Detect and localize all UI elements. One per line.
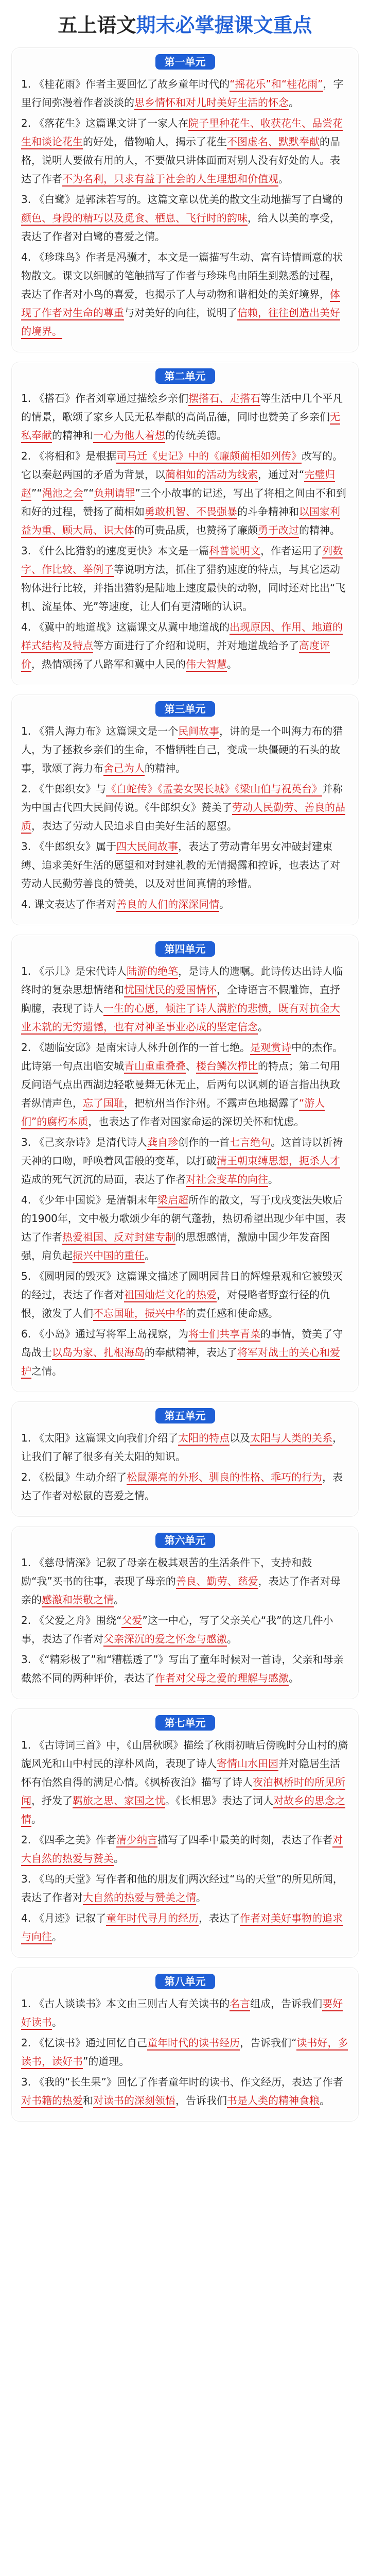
highlight-text: 对书籍的热爱: [21, 2094, 83, 2108]
body-text: ，把杭州当作汴州。不露声色地揭露了: [124, 1097, 299, 1109]
lesson-item: [21, 1191, 349, 1265]
lesson-item: [21, 447, 349, 539]
highlight-text: 负荆请罪: [94, 487, 135, 501]
item-number: 3.: [21, 193, 31, 206]
body-text: 和: [83, 2094, 93, 2107]
body-text: 《冀中的地道战》这篇课文从冀中地道战的: [34, 621, 230, 633]
lesson-item: [21, 541, 349, 616]
body-text: 的责任感和使命感。: [186, 1307, 278, 1319]
item-number: 4.: [21, 621, 31, 633]
body-text: 《将相和》是根据: [34, 450, 117, 462]
highlight-text: 列数字、作比较、举例子: [21, 545, 343, 577]
body-text: ，表达了作者对松鼠的喜爱之情。: [21, 1471, 343, 1502]
unit-header: [21, 1408, 349, 1423]
item-number: 1.: [21, 1997, 31, 2010]
lesson-item: [21, 248, 349, 341]
highlight-text: 一生的心愿，倾注了诗人满腔的悲愤，既有对抗金大业未就的无穷遗憾，也有对神圣事业必成的坚定信念: [21, 1002, 340, 1035]
lesson-item: [21, 1909, 349, 1946]
body-text: 描写了四季中最美的时刻，表达了作者: [157, 1834, 333, 1846]
body-text: 。: [320, 2094, 330, 2107]
highlight-text: 善良的人们的深深同情: [116, 898, 219, 912]
lesson-item: [21, 1429, 349, 1466]
highlight-text: 松鼠漂亮的外形、驯良的性格、乖巧的行为: [127, 1471, 322, 1485]
highlight-text: 太阳的特点: [178, 1432, 230, 1446]
lesson-item: [21, 1650, 349, 1687]
highlight-text: 读书好，多读书，读好书: [21, 2037, 348, 2069]
item-number: 4.: [21, 251, 31, 263]
unit-header: [21, 54, 349, 70]
item-number: 4.: [21, 1194, 31, 1206]
body-text: 《古诗词三首》中，《山居秋暝》描绘了秋雨初晴后傍晚时分山村的旖旎风光和山中村民的淳朴风尚，表现了诗人: [21, 1739, 348, 1770]
page-title: [0, 0, 370, 47]
highlight-text: 以岛为家、扎根海岛: [52, 1346, 145, 1360]
body-text: 的精神和: [52, 429, 93, 442]
lesson-item: [21, 1133, 349, 1189]
unit-label: 第三单元: [155, 701, 215, 717]
highlight-text: 劳动人民勤劳、善良的品质: [21, 801, 345, 834]
body-text: ，表达了作者对母亲的: [21, 1575, 341, 1606]
body-text: 等方面进行了介绍和说明，并对地道战给予了: [93, 639, 299, 652]
body-text: ，抒发了: [31, 1794, 73, 1807]
unit-section: [11, 1967, 359, 2122]
highlight-text: 父亲深沉的爱之怀念与感激: [103, 1633, 227, 1647]
lesson-item: [21, 1267, 349, 1323]
body-text: 等生活中几个平凡的情景，歌颂了家乡人民无私奉献的高尚品德，同时也赞美了乡亲们: [21, 392, 343, 423]
body-text: 《什么比猎豹的速度更快》本文是一篇: [34, 545, 209, 557]
body-text: 《父爱之舟》围绕“: [34, 1614, 122, 1626]
lesson-item: [21, 1038, 349, 1131]
body-text: 《我的“长生果”》回忆了作者童年时的读书、作文经历，表达了作者: [34, 2076, 343, 2088]
highlight-text: 祖国灿烂文化的热爱: [124, 1289, 217, 1302]
highlight-text: 寄情山水田园: [217, 1757, 278, 1771]
item-number: 3.: [21, 545, 31, 557]
highlight-text: 对大自然的热爱与赞美: [21, 1834, 343, 1866]
body-text: ，告诉我们“: [240, 2037, 297, 2049]
body-text: 改写的。它以秦赵两国的矛盾为背景，以: [21, 450, 343, 481]
highlight-text: 出现原因、作用、地道的样式结构及特点: [21, 621, 343, 653]
lesson-item: [21, 618, 349, 673]
lesson-item: [21, 1325, 349, 1380]
unit-label: 第一单元: [155, 54, 215, 70]
body-text: 《圆明园的毁灭》这篇课文描述了圆明园昔日的辉煌景观和它被毁灭的经过，表达了作者对: [21, 1270, 343, 1301]
highlight-text: 对社会变革的向往: [186, 1173, 268, 1187]
title-accent: 期末必掌握课文重点: [136, 14, 312, 37]
item-number: 3.: [21, 2076, 31, 2088]
unit-section: [11, 1708, 359, 1958]
body-text: 《松鼠》生动介绍了: [34, 1471, 127, 1483]
highlight-text: 楼台鳞次栉比: [196, 1060, 258, 1074]
body-text: 的精神。: [145, 762, 186, 774]
title-main: 五上语文: [58, 14, 136, 37]
item-number: 2.: [21, 1834, 31, 1846]
highlight-text: 善良、勤劳、慈爱: [176, 1575, 258, 1589]
unit-header: [21, 941, 349, 957]
body-text: 《月迹》记叙了: [34, 1912, 107, 1924]
body-text: 《珍珠鸟》作者是冯骥才，本文是一篇描写生动、富有诗情画意的状物散文。课文以细腻的笔触描写了作者与珍珠鸟由陌生到熟悉的过程，表达了作者对小鸟的喜爱，也揭示了人与动物和谐相处的美好境界，: [21, 251, 343, 300]
item-number: 1.: [21, 1432, 31, 1444]
body-text: ，对侵略者野蛮行径的仇恨，激发了人们: [21, 1289, 330, 1319]
item-number: 4.: [21, 1912, 31, 1924]
highlight-text: 不图虚名、默默奉献: [227, 135, 320, 149]
body-text: 《牛郎织女》属于: [34, 840, 117, 853]
body-text: 的事情，赞美了守岛战士: [21, 1328, 343, 1359]
unit-section: [11, 47, 359, 352]
highlight-text: 清王朝束缚思想，扼杀人才: [217, 1155, 340, 1168]
body-text: 《四季之美》作者: [34, 1834, 117, 1846]
item-number: 3.: [21, 1653, 31, 1666]
body-text: 所作的散文，写于戊戌变法失败后的1900年，文中极力歌颂少年的朝气蓬勃，热切希望出现少年中国，表达了作者: [21, 1194, 346, 1243]
highlight-text: 童年时代寻月的经历: [106, 1912, 199, 1926]
highlight-text: 作者对父母之爱的理解与感激: [155, 1672, 289, 1686]
highlight-text: 伟大智慧: [186, 658, 227, 672]
highlight-text: 无私奉献: [21, 411, 340, 443]
body-text: 《古人谈读书》本文由三则古人有关读书的: [34, 1997, 230, 2010]
body-text: 。这首诗以祈祷天神的口吻，呼唤着风雷般的变革，以打破: [21, 1136, 343, 1167]
lesson-item: [21, 722, 349, 777]
unit-header: [21, 368, 349, 384]
highlight-text: 书是人类的精神食粮: [227, 2094, 320, 2108]
body-text: 《白鹭》是郭沫若写的。这篇文章以优美的散文生动地描写了白鹭的: [34, 193, 343, 206]
highlight-text: 梁启超: [157, 1194, 188, 1208]
unit-header: [21, 701, 349, 717]
body-text: ”这一中心，写了父亲关心“我”的这几件小事，表达了作者对: [21, 1614, 333, 1645]
body-text: 《牛郎织女》与: [34, 783, 107, 795]
highlight-text: 蔺相如的活动为线索: [165, 468, 258, 482]
highlight-text: 太阳与人类的关系: [250, 1432, 332, 1446]
body-text: ，给人以美的享受，表达了作者对白鹭的喜爱之情。: [21, 212, 340, 243]
highlight-text: 将士们共享青菜: [188, 1328, 260, 1342]
highlight-text: 信赖，往往创造出美好的境界。: [21, 307, 340, 339]
highlight-text: 振兴中国的重任: [73, 1249, 145, 1263]
unit-header: [21, 1715, 349, 1731]
body-text: 《猎人海力布》这篇课文是一个: [34, 725, 179, 737]
body-text: 《己亥杂诗》是清代诗人: [34, 1136, 148, 1148]
highlight-text: 完璧归赵: [21, 468, 335, 501]
unit-section: [11, 935, 359, 1392]
item-number: 1.: [21, 392, 31, 404]
body-text: 《太阳》这篇课文向我们介绍了: [34, 1432, 179, 1444]
item-number: 3.: [21, 840, 31, 853]
lesson-item: [21, 1994, 349, 2031]
lesson-item: [21, 2073, 349, 2110]
item-number: 6.: [21, 1328, 31, 1340]
unit-label: 第四单元: [155, 941, 215, 957]
unit-section: [11, 1401, 359, 1517]
unit-label: 第七单元: [155, 1715, 215, 1731]
item-number: 2.: [21, 783, 31, 795]
lesson-item: [21, 114, 349, 188]
body-text: ，热情颂扬了八路军和冀中人民的: [31, 658, 186, 670]
item-number: 2.: [21, 117, 31, 129]
unit-label: 第五单元: [155, 1408, 215, 1423]
highlight-text: 舍己为人: [103, 762, 145, 776]
body-text: 。: [227, 1633, 237, 1645]
body-text: ，是诗人的遗嘱。此诗传达出诗人临终时的复杂思想情绪和: [21, 965, 343, 996]
body-text: 《搭石》作者刘章通过描绘乡亲们: [34, 392, 189, 404]
body-text: 。《长相思》表达了词人: [165, 1794, 273, 1807]
highlight-text: 高度评价: [21, 639, 330, 672]
body-text: 《忆读书》通过回忆自己: [34, 2037, 148, 2049]
highlight-text: 羁旅之思、家国之忧: [73, 1794, 165, 1808]
unit-label: 第八单元: [155, 1974, 215, 1989]
body-text: 的品格，说明人要做有用的人，不要做只讲体面而对别人没有好处的人。表达了作者: [21, 135, 340, 185]
lesson-item: [21, 1870, 349, 1907]
unit-label: 第二单元: [155, 368, 215, 384]
highlight-text: 勇敢机智、不畏强暴: [145, 505, 237, 519]
item-number: 3.: [21, 1136, 31, 1148]
item-number: 2.: [21, 1614, 31, 1626]
highlight-text: 热爱祖国、反对封建专制: [62, 1231, 175, 1245]
body-text: 创作的一首: [178, 1136, 230, 1148]
highlight-text: 大自然的热爱与赞美之情: [83, 1891, 196, 1905]
lesson-item: [21, 837, 349, 893]
highlight-text: 感激和崇敬之情: [42, 1594, 114, 1607]
lesson-item: [21, 962, 349, 1036]
body-text: 组成，告诉我们: [250, 1997, 323, 2010]
item-number: 4.: [21, 898, 31, 910]
body-text: ”的道理。: [83, 2055, 130, 2067]
lesson-item: [21, 190, 349, 246]
body-text: 以及: [230, 1432, 251, 1444]
lesson-item: [21, 1553, 349, 1609]
item-number: 2.: [21, 1471, 31, 1483]
body-text: 之情。: [31, 1365, 62, 1377]
body-text: 。: [196, 1891, 206, 1904]
highlight-text: 忘了国耻: [83, 1097, 124, 1111]
body-text: 。: [268, 1173, 278, 1185]
body-text: ”三个小故事的记述，写出了将相之间由不和到和好的过程，赞扬了蔺相如: [21, 487, 346, 518]
highlight-text: 龚自珍: [147, 1136, 178, 1150]
highlight-text: 不为名利，只求有益于社会的人生理想和价值观: [62, 173, 278, 187]
highlight-text: 对故乡的思念之情: [21, 1794, 345, 1827]
highlight-text: 颜色、身段的精巧以及觅食、栖息、飞行时的韵味: [21, 212, 248, 226]
body-text: 的好处，借物喻人，揭示了花生: [83, 135, 227, 148]
body-text: 的思想感情，激励中国少年发奋图强，肩负起: [21, 1231, 330, 1262]
body-text: 《桂花雨》作者主要回忆了故乡童年时代的: [34, 78, 230, 90]
lesson-item: [21, 389, 349, 445]
highlight-text: 民间故事: [178, 725, 219, 739]
unit-section: [11, 1526, 359, 1699]
highlight-text: 司马迁《史记》中的《廉颇蔺相如列传》: [116, 450, 302, 464]
highlight-text: 思乡情怀和对儿时美好生活的怀念: [134, 96, 289, 110]
highlight-text: 摆搭石、走搭石: [188, 392, 260, 406]
body-text: 。: [289, 96, 299, 109]
highlight-text: 青山重重叠叠: [124, 1060, 186, 1074]
body-text: ，告诉我们: [175, 2094, 227, 2107]
body-text: 课文表达了作者对: [34, 898, 117, 910]
highlight-text: 勇于改过: [258, 524, 299, 538]
item-number: 1.: [21, 965, 31, 977]
body-text: 。: [145, 1249, 155, 1262]
body-text: 、: [186, 1060, 196, 1072]
highlight-text: 体现了作者对生命的尊重: [21, 288, 340, 320]
body-text: 。: [52, 2016, 62, 2028]
body-text: ”“: [31, 487, 42, 499]
item-number: 3.: [21, 1873, 31, 1885]
unit-header: [21, 1533, 349, 1548]
body-text: ，作者运用了: [260, 545, 323, 557]
lesson-item: [21, 895, 349, 913]
highlight-text: 名言: [230, 1997, 250, 2011]
body-text: 《小岛》通过写将军上岛视察，为: [34, 1328, 189, 1340]
body-text: 。: [278, 173, 289, 185]
unit-section: [11, 362, 359, 685]
body-text: 《鸟的天堂》写作者和他的朋友们两次经过“鸟的天堂”的所见所闻，表达了作者对: [21, 1873, 343, 1904]
body-text: ，表达了劳动青年男女冲破封建束缚、追求美好生活的愿望和对封建礼教的无情揭露和控诉，也表达了对劳动人民勤劳善良的赞美，以及对世间真情的珍惜。: [21, 840, 340, 890]
body-text: ，表达了: [199, 1912, 240, 1924]
body-text: 的精神。: [299, 524, 340, 536]
body-text: 《“精彩极了”和“糟糕透了”》写出了童年时候对一首诗，父亲和母亲截然不同的两种评价，表达了: [21, 1653, 344, 1684]
units-container: [0, 47, 370, 2122]
body-text: 。: [114, 1852, 124, 1865]
body-text: 。: [114, 1594, 124, 1606]
body-text: 。: [289, 1672, 299, 1684]
lesson-item: [21, 1611, 349, 1648]
lesson-item: [21, 1831, 349, 1868]
body-text: 造成的死气沉沉的局面，表达了作者: [21, 1173, 186, 1185]
body-text: 的传统美德。: [165, 429, 227, 442]
unit-section: [11, 694, 359, 925]
item-number: 1.: [21, 725, 31, 737]
highlight-text: 作者对美好事物的追求与向往: [21, 1912, 343, 1944]
item-number: 1.: [21, 1556, 31, 1569]
highlight-text: 忧国忧民的爱国情怀: [124, 984, 217, 997]
lesson-item: [21, 1468, 349, 1505]
highlight-text: 一心为他人着想: [93, 429, 165, 443]
highlight-text: 渑池之会: [42, 487, 83, 501]
body-text: 的斗争精神和: [237, 505, 299, 518]
item-number: 2.: [21, 1041, 31, 1054]
unit-header: [21, 1974, 349, 1989]
highlight-text: 夜泊枫桥时的所见所闻: [21, 1776, 345, 1808]
body-text: 的可贵品质，也赞扬了廉颇: [134, 524, 258, 536]
body-text: 并称为中国古代四大民间传说。《牛郎织女》赞美了: [21, 783, 343, 814]
body-text: 与对美好的向往，说明了: [124, 307, 237, 319]
highlight-text: 四大民间故事: [116, 840, 178, 854]
highlight-text: 陆游的绝笔: [127, 965, 178, 979]
highlight-text: “游人们”的腐朽本质: [21, 1097, 325, 1129]
highlight-text: 要好好读书: [21, 1997, 343, 2030]
body-text: 中的杰作。此诗第一句点出临安城: [21, 1041, 343, 1072]
body-text: 并对隐居生活怀有怡然自得的满足心情。《枫桥夜泊》描写了诗人: [21, 1757, 340, 1788]
body-text: 。: [31, 1813, 42, 1825]
highlight-text: 对读书的深刻领悟: [93, 2094, 175, 2108]
body-text: ”“: [83, 487, 94, 499]
highlight-text: 清少纳言: [116, 1834, 157, 1848]
body-text: 《示儿》是宋代诗人: [34, 965, 127, 977]
lesson-item: [21, 779, 349, 835]
highlight-text: 科普说明文: [209, 545, 260, 558]
body-text: 。: [219, 898, 230, 910]
highlight-text: 父爱: [121, 1614, 142, 1628]
item-number: 1.: [21, 78, 31, 90]
body-text: ，全诗语言不假雕饰，直抒胸臆，表现了诗人: [21, 984, 340, 1014]
body-text: ，让我们了解了很多有关太阳的知识。: [21, 1432, 343, 1463]
body-text: 。: [227, 658, 237, 670]
body-text: ，表达了劳动人民追求自由美好生活的愿望。: [31, 820, 237, 832]
item-number: 2.: [21, 450, 31, 462]
body-text: 的奉献精神，表达了: [145, 1346, 237, 1359]
body-text: ，讲的是一个叫海力布的猎人，为了拯救乡亲们的生命，不惜牺牲自己，变成一块僵硬的石头的故事，歌颂了海力布: [21, 725, 343, 774]
body-text: 。: [52, 1930, 62, 1943]
lesson-item: [21, 75, 349, 112]
body-text: 《慈母情深》记叙了母亲在极其艰苦的生活条件下，支持和鼓励“我”买书的往事，表现了母亲的: [21, 1556, 312, 1587]
body-text: ，通过对“: [258, 468, 305, 481]
body-text: 《落花生》这篇课文讲了一家人在: [34, 117, 189, 129]
highlight-text: 院子里种花生、收获花生、品尝花生和谈论花生: [21, 117, 343, 149]
body-text: 的特点；第二句用反问语气点出西湖边轻歌曼舞无休无止，后两句以讽刺的语言指出执政者纵情声色，: [21, 1060, 340, 1109]
highlight-text: 《白蛇传》《孟姜女哭长城》《梁山伯与祝英台》: [106, 783, 322, 796]
highlight-text: 七言绝句: [230, 1136, 271, 1150]
highlight-text: 以国家利益为重、顾大局、识大体: [21, 505, 340, 538]
item-number: 2.: [21, 2037, 31, 2049]
body-text: ，也表达了作者对国家命运的深切关怀和忧虑。: [88, 1115, 305, 1128]
highlight-text: 将军对战士的关心和爱护: [21, 1346, 340, 1379]
highlight-text: 童年时代的读书经历: [147, 2037, 240, 2050]
lesson-item: [21, 2033, 349, 2071]
body-text: ，字里行间弥漫着作者淡淡的: [21, 78, 344, 109]
highlight-text: 不忘国耻，振兴中华: [93, 1307, 186, 1321]
body-text: 等说明方法，抓住了猎豹速度的特点，与其它运动物体进行比较，并指出猎豹是陆地上速度最快的动物，同时还对比出“飞机、流星体、光”等速度，让人们有更清晰的认识。: [21, 563, 346, 613]
body-text: 《少年中国说》是清朝末年: [34, 1194, 158, 1206]
item-number: 1.: [21, 1739, 31, 1751]
body-text: 《题临安邸》是南宋诗人林升创作的一首七绝。: [34, 1041, 251, 1054]
unit-label: 第六单元: [155, 1533, 215, 1548]
body-text: 。: [258, 1021, 268, 1033]
lesson-item: [21, 1736, 349, 1828]
highlight-text: “摇花乐”和“桂花雨”: [230, 78, 323, 92]
highlight-text: 是观赏诗: [250, 1041, 291, 1055]
item-number: 5.: [21, 1270, 31, 1282]
